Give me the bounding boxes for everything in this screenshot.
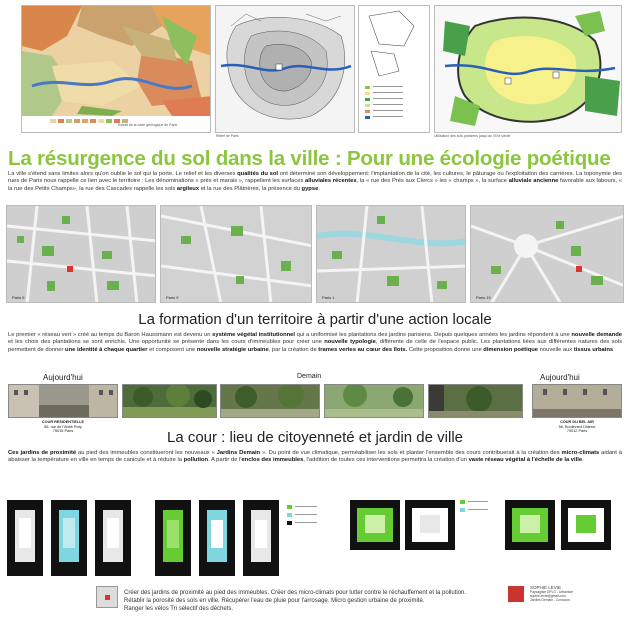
photo-tomorrow-4 [428, 384, 523, 418]
soil-use-legend-panel [358, 5, 430, 133]
district-map-2 [160, 205, 312, 303]
photo-tomorrow-2 [220, 384, 320, 418]
photo-left-caption-line2: 75015 Paris [52, 429, 74, 433]
relief-map-drawing [216, 6, 355, 133]
photo-left-caption-line1: 86, rue de l'Abbé Roty [44, 424, 82, 429]
photo-tomorrow-3-drawing [325, 385, 424, 418]
section3-paragraph: Ces jardins de proximité au pied des immeubles constitueront les nouveaux « Jardins Demain ». Du point de vue climatique, perméabiliser les sols et planter l'ensemble des cours contribuerait à la création des micro-climats aidant à abaisser la température en ville en temps de canicule et à réduire la pollution. A partir de l'enclos des immeubles, l'addition de toutes ces interventions permettra la création d'un vaste réseau végétal à l'échelle de la ville. [8, 450, 622, 464]
district-map-3-drawing [317, 206, 466, 303]
main-title: La résurgence du sol dans la ville : Pour une écologie poétique [8, 147, 611, 170]
district-map-3-label: Paris 1 [322, 295, 335, 300]
district-map-2-drawing [161, 206, 312, 303]
district-map-1 [6, 205, 156, 303]
courtyard-plans-drawing [5, 490, 625, 578]
photo-tomorrow-4-drawing [429, 385, 523, 418]
photo-left-heading: Aujourd'hui [43, 373, 83, 382]
intro-paragraph: La ville s'étend sans limites alors qu'on oublie le sol qui la porte. Le relief et les diverses qualités du sol ont déterminé son développement: l'implantation de la cité, les cultures, le pâturage ou l'exploitation des carrières. La toponymie des rues de Paris nous rappelle ce lien avec le territoire : Les dénominations « près et marais », rappellent les surfaces alluviales récentes, la « rue des Prés aux Clercs » les « champs », la surface alluviale ancienne favorable aux labours, « la rue des Petits Champs», la rue des Cascades rappelle les sols argileux et la rue des Plâtrières, la présence du gypse. [8, 171, 623, 192]
district-map-4-label: Paris 15 [476, 295, 491, 300]
district-map-2-label: Paris 9 [166, 295, 179, 300]
photo-tomorrow-2-drawing [221, 385, 320, 418]
geological-map [21, 5, 211, 133]
section3-title: La cour : lieu de citoyenneté et jardin de ville [166, 429, 463, 446]
photo-right-caption-line2: 75012 Paris [566, 429, 588, 433]
map1-caption: Extrait de la carte géologique de Paris [118, 123, 178, 127]
section2-paragraph: Le premier « réseau vert » créé au temps du Baron Haussmann est devenu un système végétal institutionnel qui a uniformisé les plantations des jardins parisiens. Depuis quelques années les jardins répondent à une nouvelle demande et les choix des plantations se sont enrichis. Une opportunité se présente dans les cours d'immeubles pour créer une nouvelle typologie, différente de celle de l'espace public. Les plantations liées aux différentes natures des sols permettent de donner une identité à chaque quartier et composent une nouvelle stratégie urbaine, par la création de trames vertes au cœur des îlots. Cette proposition donne une dimension poétique nouvelle aux tissus urbains [8, 332, 623, 353]
stamp-line3: sophie.levie@gmail.com [530, 594, 566, 598]
photo-tomorrow-3 [324, 384, 424, 418]
district-map-4-drawing [471, 206, 624, 303]
courtyard-plans [5, 490, 625, 578]
district-map-1-label: Paris 5 [12, 295, 25, 300]
photo-residential-court-drawing [9, 385, 118, 418]
photo-residential-court [8, 384, 118, 418]
bottom-line1: Créer des jardins de proximité au pied des immeubles. Créer des micro-climats pour lutter contre le réchauffement et la pollution. [124, 590, 467, 596]
locator-red-mark [105, 595, 110, 600]
district-map-3 [316, 205, 466, 303]
photo-right-caption-line1: 56, Boulevard Diderot [558, 424, 596, 429]
section2-title: La formation d'un territoire à partir d'une action locale [138, 311, 492, 328]
district-map-4 [470, 205, 624, 303]
soil-use-map-drawing [435, 6, 622, 133]
photo-tomorrow-1 [122, 384, 217, 418]
photo-middle-heading: Demain [297, 373, 322, 380]
bottom-text [124, 589, 524, 613]
district-map-1-drawing [7, 206, 156, 303]
photo-right-caption-title: COUR DU BEL AIR [560, 420, 594, 424]
relief-map [215, 5, 355, 133]
soil-use-map [434, 5, 622, 133]
photo-right-heading: Aujourd'hui [540, 373, 580, 382]
stamp-line4: Jardins Demain - Concours [530, 598, 570, 602]
map3-caption: Utilisation des sols parisiens jusqu'au XIXe siècle [434, 134, 511, 138]
author-logo [508, 586, 524, 602]
map2-caption: Relief de Paris [216, 134, 239, 138]
bottom-line2: Rétablir la porosité des sols en ville. Récupérer l'eau de pluie pour l'arrosage. Micro gestion urbaine de proximité. [124, 598, 425, 604]
legend-drawing [359, 6, 430, 133]
photo-bel-air-court [532, 384, 622, 418]
photo-bel-air-court-drawing [533, 385, 622, 418]
photo-left-caption-title: COUR RESIDENTIELLE [41, 420, 85, 424]
locator-thumbnail [96, 586, 118, 608]
photo-tomorrow-1-drawing [123, 385, 217, 418]
stamp-line2: Paysagiste DPLG - Urbaniste [530, 590, 574, 594]
author-stamp [530, 586, 625, 602]
stamp-line1: SOPHIE LEVIE [530, 585, 562, 590]
geological-map-drawing [22, 6, 211, 133]
bottom-line3: Ranger les vélos Tri sélectif des déchets. [124, 606, 234, 612]
